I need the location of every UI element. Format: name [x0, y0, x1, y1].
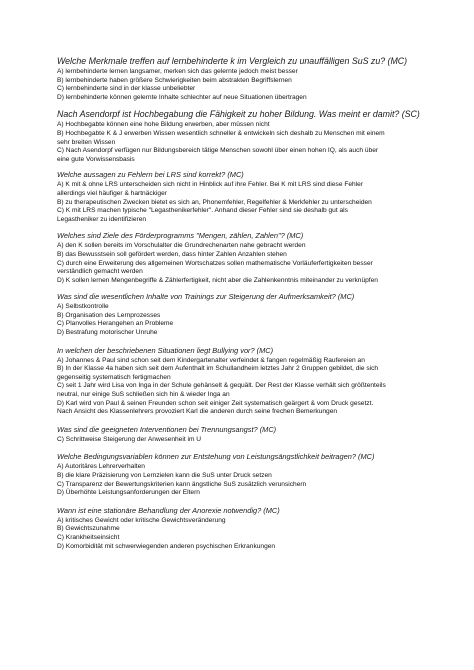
- answer-list: [57, 181, 427, 224]
- question-block: [57, 292, 427, 337]
- answer-option: D) Karl wird von Paul & seinen Freunden schon seit einiger Zeit systematisch geärgert & vom Druck gesetzt.: [57, 399, 374, 407]
- answer-option: A) K mit & ohne LRS unterscheiden sich nicht in Hinblick auf ihre Fehler. Bei K mit LRS sind diese Fehler: [57, 181, 364, 189]
- answer-option: C) durch eine Erweiterung des allgemeinen Wortschatzes sollen mathematische Vorläuferfertigkeiten besser: [57, 259, 373, 267]
- answer-option: A) Autoritäres Lehrerverhalten: [57, 463, 145, 471]
- answer-option: D) Bestrafung motorischer Unruhe: [57, 329, 158, 337]
- answer-option: C) Krankheitseinsicht: [57, 533, 120, 541]
- answer-option: D) K sollen lernen Mengenbegriffe & Zählerfertigkeit, nicht aber die Zahlenkenntnis miteinander zu verknüpfen: [57, 276, 378, 284]
- answer-option: D) Überhöhte Leistungsanforderungen der Eltern: [57, 489, 200, 497]
- answer-option: B) In der Klasse 4a haben sich seit dem Aufenthalt im Schullandheim letztes Jahr 2 Gruppen gebildet, die sich: [57, 365, 379, 373]
- answer-list: [57, 121, 427, 164]
- answer-option: neutral, nur einige SuS schließen sich hin & wieder Inga an: [57, 391, 230, 399]
- answer-list: [57, 242, 427, 285]
- question-title: Was sind die geeigneten Interventionen bei Trennungsangst? (MC): [57, 424, 277, 434]
- answer-option: B) Gewichtszunahme: [57, 525, 120, 533]
- answer-option: gegenseitig systematisch fertigmachen: [57, 373, 171, 381]
- answer-option: B) zu therapeutischen Zwecken bietet es sich an, Phonemfehler, Regelfehler & Merkfehler zu unterscheiden: [57, 198, 372, 206]
- answer-list: [57, 68, 427, 102]
- question-block: [57, 425, 427, 445]
- answer-list: [57, 436, 427, 445]
- answer-option: C) lernbehinderte sind in der klasse unbeliebter: [57, 85, 196, 93]
- answer-list: [57, 517, 427, 551]
- answer-option: A) kritisches Gewicht oder kritische Gewichtsveränderung: [57, 516, 226, 524]
- question-block: [57, 346, 427, 417]
- answer-option: Nach Ansicht des Klassenlehrers provoziert Karl die anderen durch seine frechen Bemerkungen: [57, 408, 338, 416]
- answer-list: [57, 303, 427, 337]
- answer-option: A) lernbehinderte lernen langsamer, merken sich das gelernte jedoch meist besser: [57, 68, 298, 75]
- answer-option: A) Selbstkontrolle: [57, 303, 109, 311]
- question-block: [57, 231, 427, 285]
- answer-list: [57, 463, 427, 497]
- answer-option: C) K mit LRS machen typische "Legasthenikerfehler". Anhand dieser Fehler sind sie deshalb gut als: [57, 207, 348, 215]
- question-list: [57, 56, 427, 551]
- answer-option: B) Organisation des Lernprozesses: [57, 311, 161, 319]
- answer-option: A) Johannes & Paul sind schon seit dem Kindergartenalter verfeindet & fangen regelmäßig Raufereien an: [57, 356, 365, 364]
- answer-option: A) den K sollen bereits im Vorschulalter die Grundrechenarten nahe gebracht werden: [57, 242, 306, 250]
- answer-option: C) Transparenz der Bewertungskriterien kann ängstliche SuS zusätzlich verunsichern: [57, 480, 307, 488]
- answer-option: allerdings viel häufiger & hartnäckiger: [57, 189, 167, 197]
- answer-option: B) Hochbegabte K & J erwerben Wissen wesentlich schneller & entwickeln sich deshalb zu Menschen mit einem: [57, 129, 385, 137]
- answer-option: B) lernbehinderte haben größere Schwierigkeiten beim abstrakten Begriffslernen: [57, 76, 292, 84]
- answer-option: sehr breiten Wissen: [57, 138, 116, 146]
- question-block: [57, 56, 427, 102]
- answer-option: C) Planvolles Herangehen an Probleme: [57, 320, 174, 328]
- answer-option: C) Nach Asendorpf verfügen nur Bildungsbereich tätige Menschen sowohl über einen hohen IQ, als auch über: [57, 147, 379, 155]
- answer-option: D) Komorbidität mit schwerwiegenden anderen psychischen Erkrankungen: [57, 542, 276, 550]
- answer-option: D) lernbehinderte können gelernte Inhalte schlechter auf neue Situationen übertragen: [57, 93, 307, 101]
- question-title: Welche aussagen zu Fehlern bei LRS sind korrekt? (MC): [57, 170, 244, 180]
- answer-option: C) seit 1 Jahr wird Lisa von Inga in der Schule gehänselt & gequält. Der Rest der Klasse verhält sich größtenteils: [57, 382, 386, 390]
- question-title: Wann ist eine stationäre Behandlung der Anorexie notwendig? (MC): [57, 505, 280, 515]
- question-title: Welche Bedingungsvariablen können zur Entstehung von Leistungsängstlichkeit beitragen? (MC): [57, 452, 375, 462]
- question-title: Was sind die wesentlichen Inhalte von Trainings zur Steigerung der Aufmerksamkeit? (MC): [57, 292, 355, 302]
- answer-option: B) die klare Präzisierung von Lernzielen kann die SuS unter Druck setzen: [57, 472, 272, 479]
- answer-option: eine gute Vorwissensbasis: [57, 155, 135, 163]
- question-block: [57, 170, 427, 224]
- answer-list: [57, 357, 427, 417]
- answer-option: C) Schrittweise Steigerung der Anwesenheit im U: [57, 435, 202, 443]
- question-block: [57, 506, 427, 551]
- answer-option: A) Hochbegabte können eine hohe Bildung erwerben, aber müssen nicht: [57, 121, 270, 129]
- question-title: Welches sind Ziele des Förderprogramms "Mengen, zählen, Zahlen"? (MC): [57, 231, 304, 241]
- question-block: [57, 109, 427, 164]
- answer-option: B) das Bewusstsein soll gefördert werden, dass hinter Zahlen Anzahlen stehen: [57, 250, 287, 258]
- question-block: [57, 452, 427, 497]
- answer-option: verständlich gemacht werden: [57, 268, 143, 276]
- question-title: Welche Merkmale treffen auf lernbehinderte k im Vergleich zu unauffälligen SuS zu? (MC): [57, 56, 408, 66]
- question-title: Nach Asendorpf ist Hochbegabung die Fähigkeit zu hoher Bildung. Was meint er damit? (SC): [57, 109, 420, 120]
- question-title: In welchen der beschriebenen Situationen liegt Bullying vor? (MC): [57, 345, 274, 355]
- answer-option: Legastheniker zu identifizieren: [57, 215, 147, 223]
